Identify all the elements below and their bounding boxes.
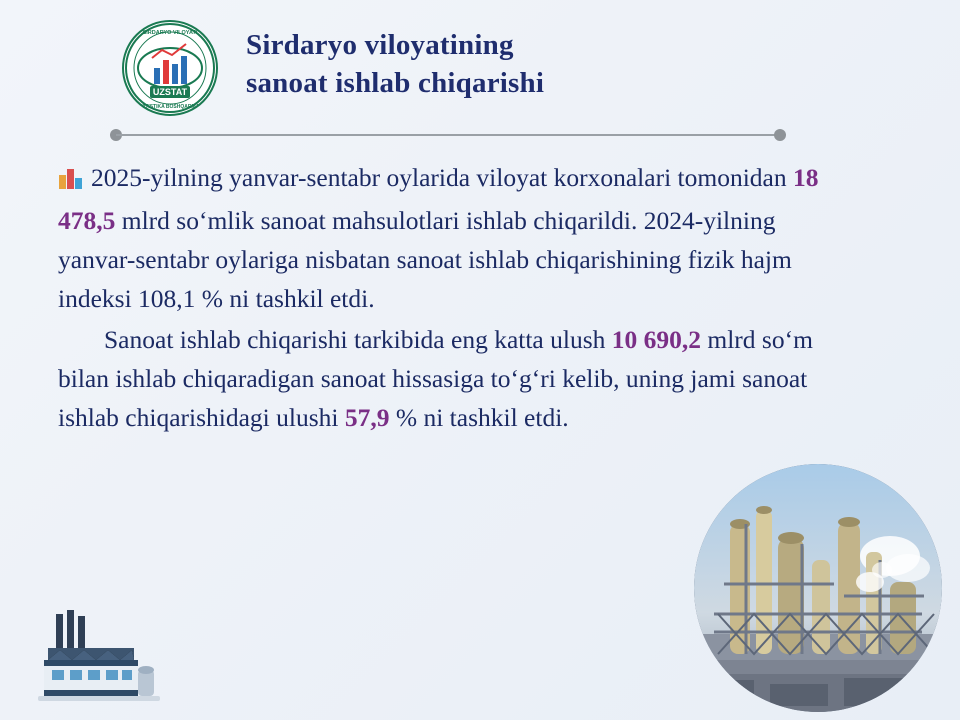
- factory-illustration: [34, 606, 164, 706]
- paragraph-1: [58, 158, 858, 318]
- paragraph-2-part-3: % ni tashkil etdi.: [389, 403, 569, 432]
- body-text: [58, 158, 858, 437]
- paragraph-2-part-2: mlrd so‘m bilan ishlab chiqaradigan sanoat hissasiga to‘g‘ri kelib, uning jami sanoat ishlab chiqarishidagi ulushi: [58, 325, 813, 432]
- svg-text:SIRDARYO VILOYATI: SIRDARYO VILOYATI: [142, 30, 198, 36]
- header-divider: [110, 129, 786, 141]
- bar-chart-bullet-icon: [58, 162, 84, 201]
- uzstat-logo: [122, 20, 218, 116]
- svg-text:UZSTAT: UZSTAT: [152, 87, 188, 97]
- paragraph-2: [58, 320, 858, 437]
- slide-header: [0, 0, 960, 130]
- paragraph-1-value-total-output: 18 478,5: [58, 163, 819, 235]
- industrial-plant-photo: [694, 464, 942, 712]
- paragraph-1-part-2: mlrd so‘mlik sanoat mahsulotlari ishlab chiqarildi. 2024-yilning yanvar-sentabr oylariga nisbatan sanoat ishlab chiqarishining fizik hajm indeksi 108,1 % ni tashkil etdi.: [58, 206, 792, 313]
- paragraph-2-part-1: Sanoat ishlab chiqarishi tarkibida eng katta ulush: [104, 325, 612, 354]
- paragraph-2-value-manufacturing: 10 690,2: [611, 325, 702, 354]
- page-title-line-1: Sirdaryo viloyatining: [246, 29, 514, 61]
- page-title: [246, 26, 866, 102]
- divider-bar: [116, 134, 780, 136]
- divider-cap-right: [774, 129, 786, 141]
- svg-text:STATISTIKA BOSHQARMASI: STATISTIKA BOSHQARMASI: [136, 104, 204, 110]
- page-title-line-2: sanoat ishlab chiqarishi: [246, 67, 545, 99]
- paragraph-2-value-share: 57,9: [344, 403, 390, 432]
- paragraph-1-part-1: 2025-yilning yanvar-sentabr oylarida viloyat korxonalari tomonidan: [91, 163, 793, 192]
